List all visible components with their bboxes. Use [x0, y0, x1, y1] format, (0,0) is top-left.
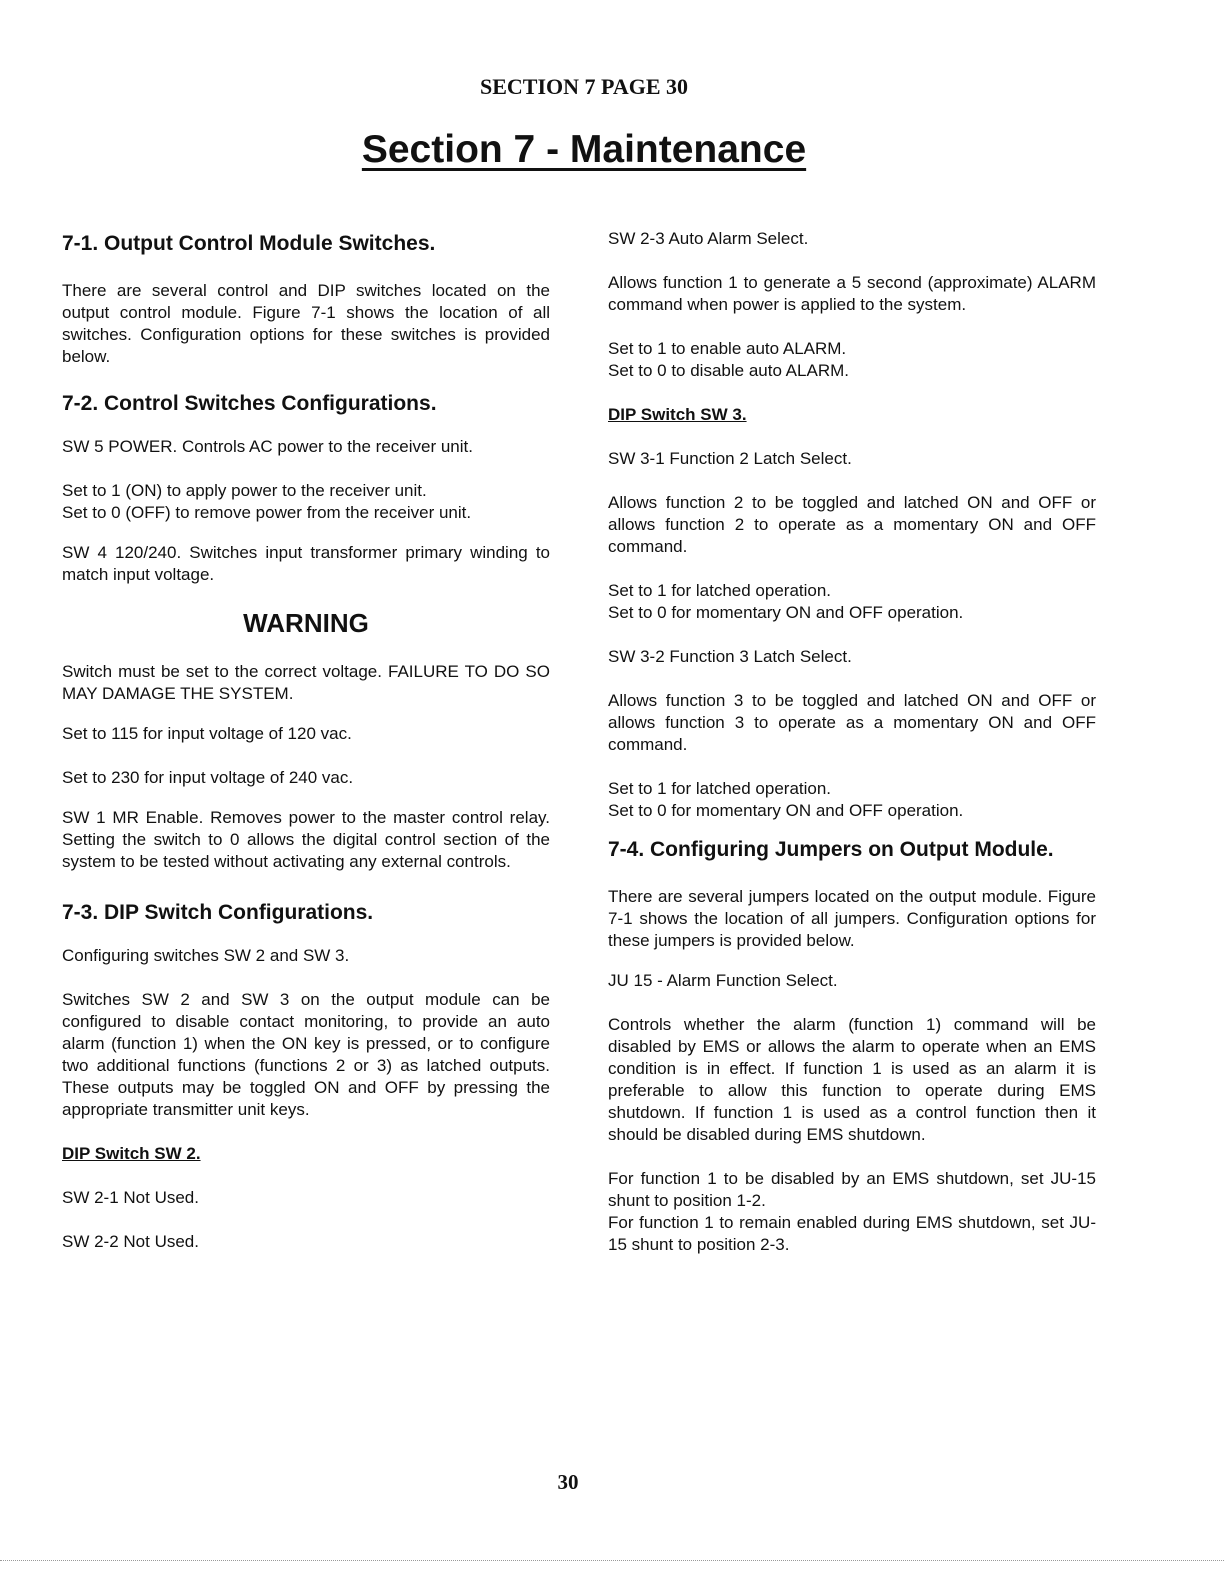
warning-heading: WARNING: [243, 608, 369, 638]
sw3-1-line: SW 3-1 Function 2 Latch Select.: [608, 449, 852, 468]
sw2-3-paragraph: Allows function 1 to generate a 5 second (approximate) ALARM command when power is applied to the system.: [608, 273, 1096, 314]
sw3-1-momentary-line: Set to 0 for momentary ON and OFF operation.: [608, 603, 964, 622]
sw2-3-disable-line: Set to 0 to disable auto ALARM.: [608, 361, 849, 380]
scan-edge-artifact: [0, 1560, 1224, 1562]
sw3-2-momentary-line: Set to 0 for momentary ON and OFF operation.: [608, 801, 964, 820]
heading-7-2: 7-2. Control Switches Configurations.: [62, 392, 437, 415]
sw5-off-line: Set to 0 (OFF) to remove power from the receiver unit.: [62, 503, 472, 522]
heading-7-1: 7-1. Output Control Module Switches.: [62, 232, 436, 255]
sw3-2-latched-line: Set to 1 for latched operation.: [608, 779, 832, 798]
ju15-position-1-2: For function 1 to be disabled by an EMS shutdown, set JU-15 shunt to position 1-2.: [608, 1169, 1096, 1210]
paragraph-7-1: There are several control and DIP switches located on the output control module. Figure 7-1 shows the location of all switches. Configuration options for these switches is provided below.: [62, 281, 550, 366]
sw3-1-latched-line: Set to 1 for latched operation.: [608, 581, 832, 600]
configuring-switches-line: Configuring switches SW 2 and SW 3.: [62, 946, 350, 965]
dip-switch-sw3-heading: DIP Switch SW 3.: [608, 405, 747, 424]
sw5-on-line: Set to 1 (ON) to apply power to the receiver unit.: [62, 481, 427, 500]
dip-switch-sw2-heading: DIP Switch SW 2.: [62, 1144, 201, 1163]
sw2-3-enable-line: Set to 1 to enable auto ALARM.: [608, 339, 847, 358]
sw5-paragraph: SW 5 POWER. Controls AC power to the receiver unit.: [62, 437, 473, 456]
section-page-header: SECTION 7 PAGE 30: [479, 74, 688, 99]
page-number: 30: [557, 1470, 579, 1494]
sw2-2-line: SW 2-2 Not Used.: [62, 1232, 199, 1251]
sw2-sw3-paragraph: Switches SW 2 and SW 3 on the output module can be configured to disable contact monitoring, to provide an auto alarm (function 1) when the ON key is pressed, or to configure two additional functions (functions 2 or 3) as latched outputs. These outputs may be toggled ON and OFF by pressing the appropriate transmitter unit keys.: [62, 990, 550, 1119]
set-115-line: Set to 115 for input voltage of 120 vac.: [62, 724, 352, 743]
sw4-paragraph: SW 4 120/240. Switches input transformer primary winding to match input voltage.: [62, 543, 550, 584]
left-column: [62, 222, 550, 1253]
ju15-paragraph: Controls whether the alarm (function 1) command will be disabled by EMS or allows the alarm to operate when an EMS condition is in effect. If function 1 is used as an alarm it is preferable to allow this function to operate during EMS shutdown. If function 1 is used as a control function then it should be disabled during EMS shutdown.: [608, 1015, 1096, 1144]
sw2-3-line: SW 2-3 Auto Alarm Select.: [608, 229, 809, 248]
set-230-line: Set to 230 for input voltage of 240 vac.: [62, 768, 354, 787]
heading-7-3: 7-3. DIP Switch Configurations.: [62, 901, 374, 924]
sw3-2-line: SW 3-2 Function 3 Latch Select.: [608, 647, 852, 666]
warning-text: Switch must be set to the correct voltage. FAILURE TO DO SO MAY DAMAGE THE SYSTEM.: [62, 662, 550, 703]
paragraph-7-4: There are several jumpers located on the output module. Figure 7-1 shows the location of all jumpers. Configuration options for these jumpers is provided below.: [608, 887, 1096, 950]
sw3-1-paragraph: Allows function 2 to be toggled and latched ON and OFF or allows function 2 to operate as a momentary ON and OFF command.: [608, 493, 1096, 556]
ju15-line: JU 15 - Alarm Function Select.: [608, 971, 838, 990]
page-title: Section 7 - Maintenance: [361, 128, 807, 171]
sw3-2-paragraph: Allows function 3 to be toggled and latched ON and OFF or allows function 3 to operate as a momentary ON and OFF command.: [608, 691, 1096, 754]
sw2-1-line: SW 2-1 Not Used.: [62, 1188, 199, 1207]
ju15-position-2-3: For function 1 to remain enabled during EMS shutdown, set JU-15 shunt to position 2-3.: [608, 1213, 1096, 1254]
sw1-paragraph: SW 1 MR Enable. Removes power to the master control relay. Setting the switch to 0 allows the digital control section of the system to be tested without activating any external controls.: [62, 808, 550, 871]
heading-7-4: 7-4. Configuring Jumpers on Output Module.: [608, 838, 1054, 861]
right-column: [608, 222, 1096, 1256]
